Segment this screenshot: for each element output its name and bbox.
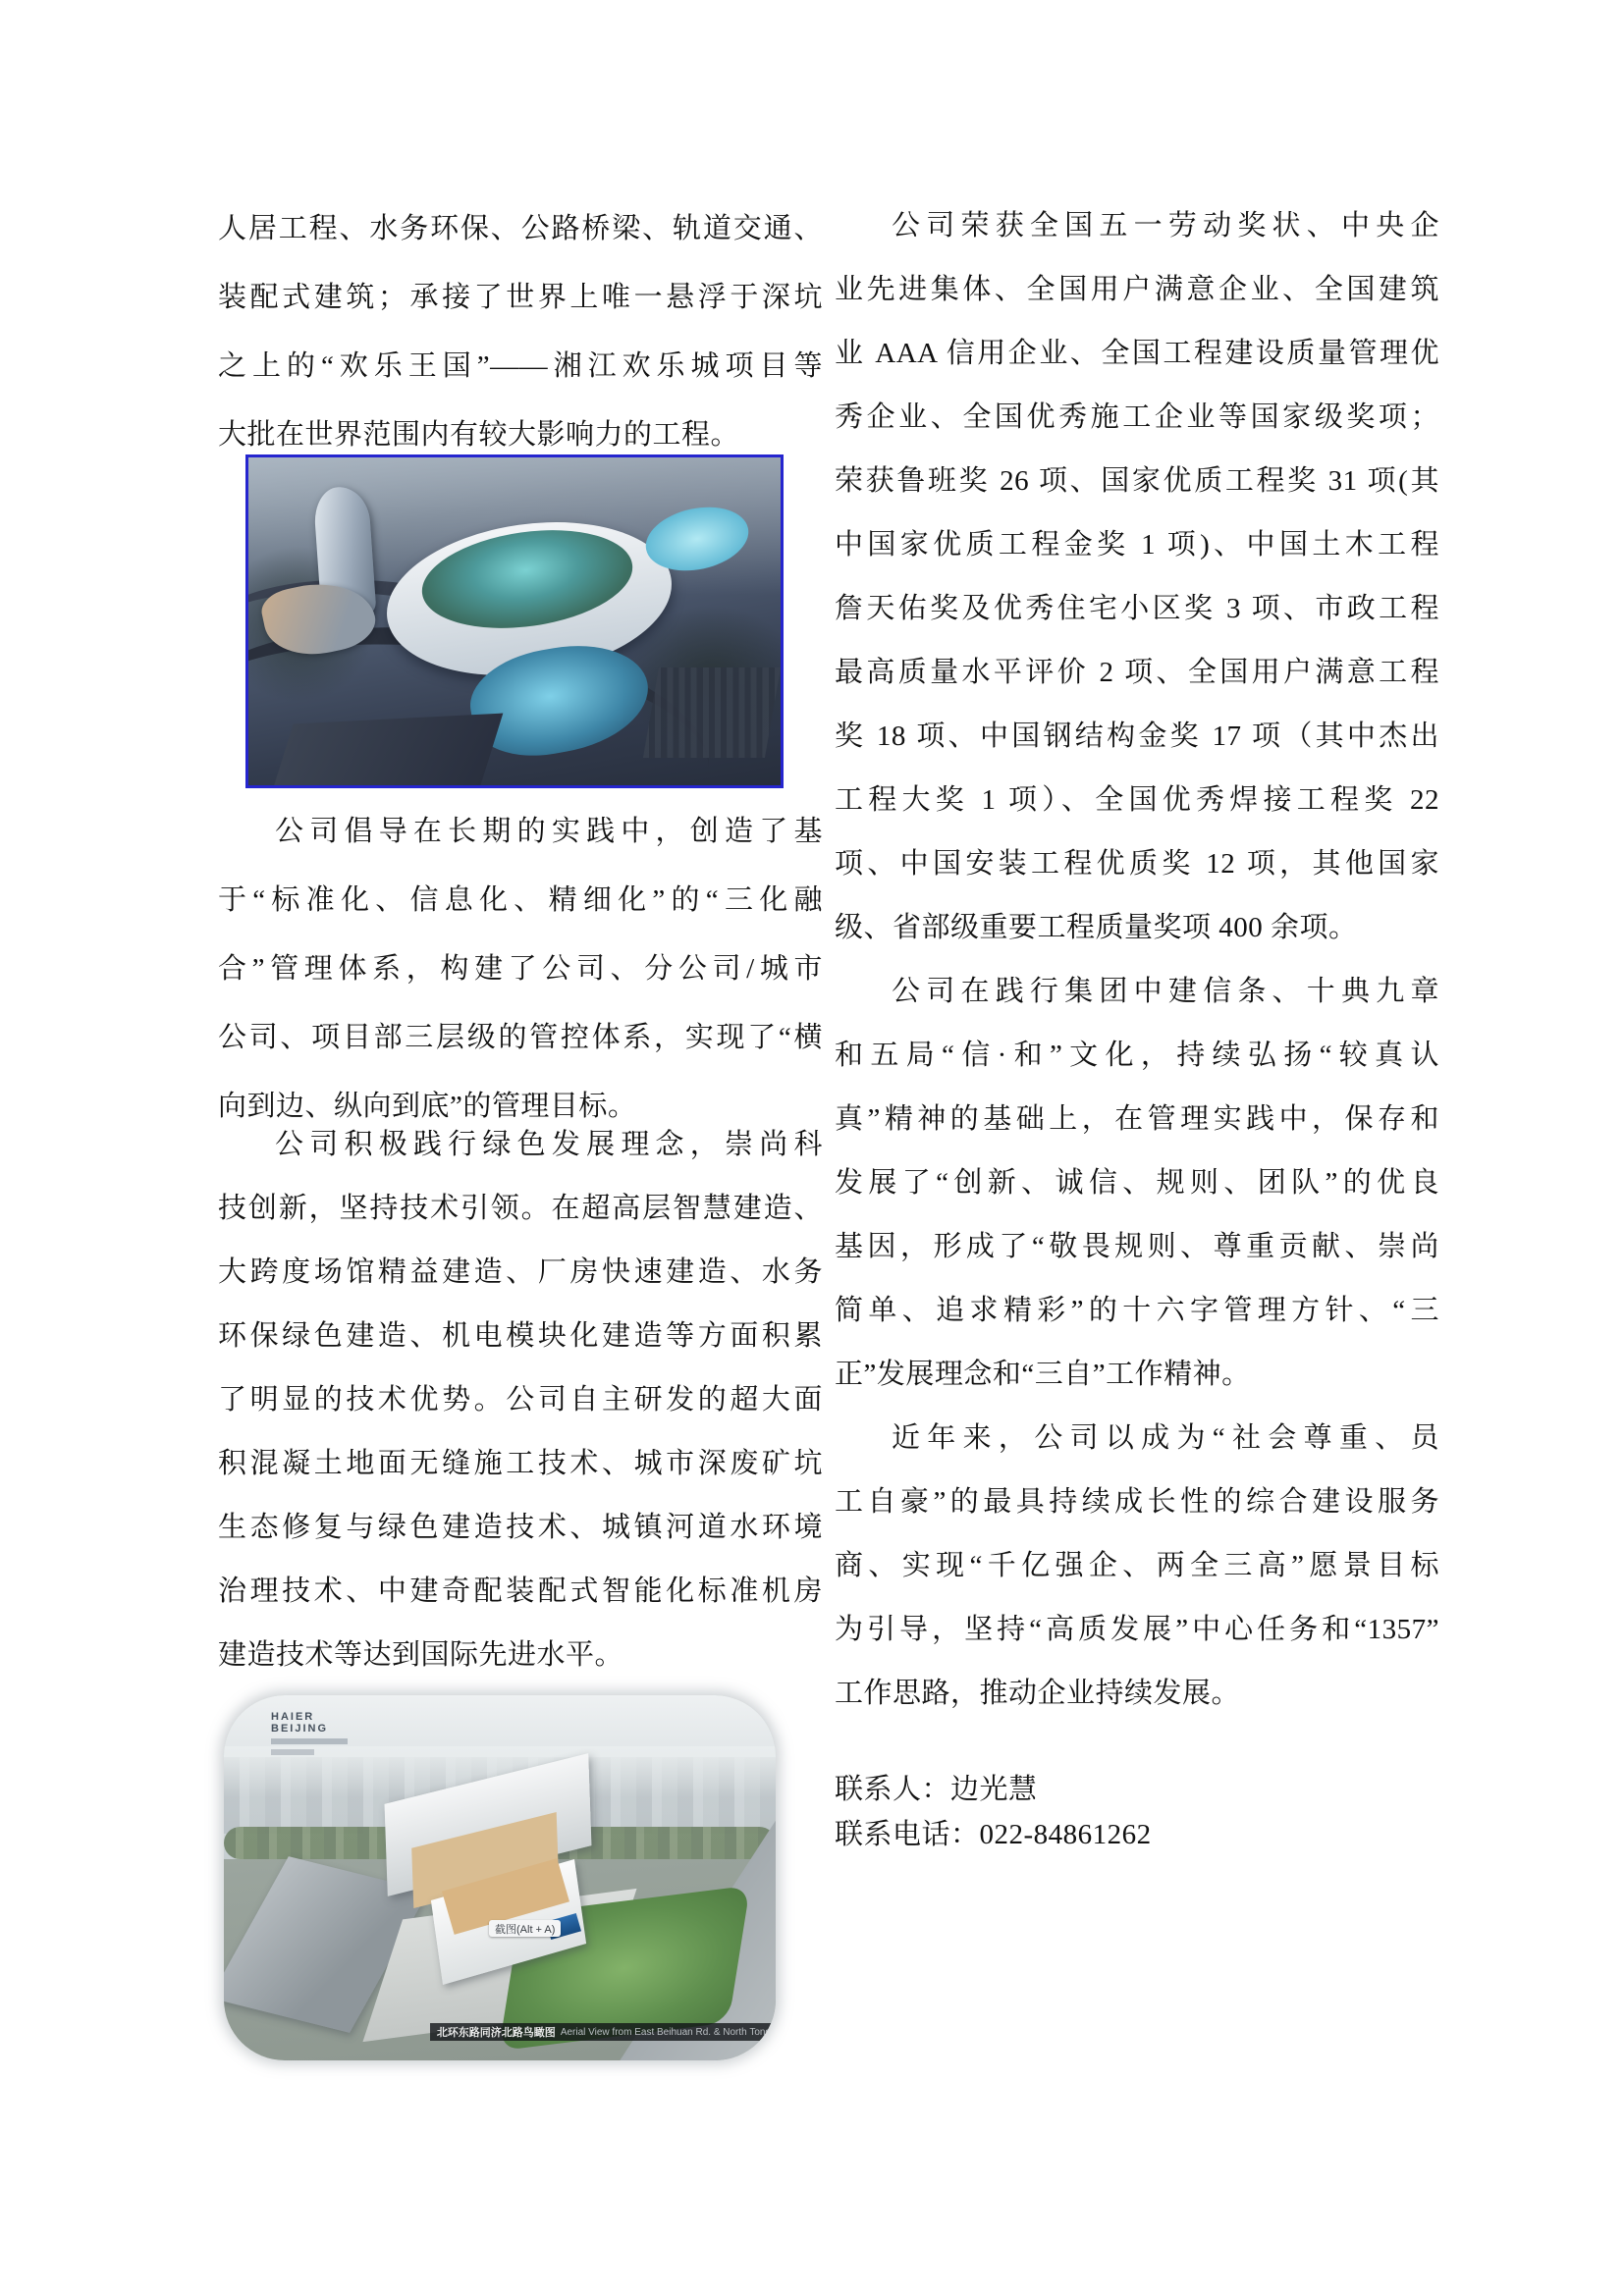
text-line: 合”管理体系，构建了公司、分公司/城市 <box>218 953 823 985</box>
text-line: 之上的“欢乐王国”——湘江欢乐城项目等 <box>218 350 823 382</box>
text-line: 项、中国安装工程优质奖 12 项，其他国家 <box>835 848 1439 880</box>
text-line: 发展了“创新、诚信、规则、团队”的优良 <box>835 1167 1439 1199</box>
text-line: 公司、项目部三层级的管控体系，实现了“横 <box>218 1022 823 1053</box>
photo-water-park-aerial <box>245 454 784 788</box>
text-line: 公司倡导在长期的实践中，创造了基 <box>275 816 823 847</box>
logo-subtext-bar <box>271 1749 314 1755</box>
logo-subtext-bar <box>271 1738 348 1744</box>
text-line: 治理技术、中建奇配装配式智能化标准机房 <box>218 1575 823 1607</box>
text-line: 级、省部级重要工程质量奖项 400 余项。 <box>835 912 1358 943</box>
text-line: 为引导，坚持“高质发展”中心任务和“1357” <box>835 1614 1439 1645</box>
contact-person: 联系人：边光慧 <box>835 1774 1038 1805</box>
text-line: 秀企业、全国优秀施工企业等国家级奖项； <box>835 401 1439 433</box>
text-line: 公司荣获全国五一劳动奖状、中央企 <box>892 210 1439 241</box>
left-paragraph-2 <box>218 797 823 1141</box>
contact-block <box>835 1767 1439 1857</box>
text-line: 和五局“信·和”文化，持续弘扬“较真认 <box>835 1040 1439 1071</box>
photo1-parking-lot <box>643 667 781 758</box>
contact-phone: 联系电话：022-84861262 <box>835 1819 1152 1850</box>
text-line: 公司积极践行绿色发展理念，崇尚科 <box>275 1129 823 1160</box>
text-line: 技创新，坚持技术引领。在超高层智慧建造、 <box>218 1193 823 1224</box>
text-line: 于“标准化、信息化、精细化”的“三化融 <box>218 884 823 916</box>
text-line: 商、实现“千亿强企、两全三高”愿景目标 <box>835 1550 1439 1581</box>
text-line: 了明显的技术优势。公司自主研发的超大面 <box>218 1384 823 1415</box>
text-line: 积混凝土地面无缝施工技术、城市深废矿坑 <box>218 1448 823 1479</box>
photo-haier-beijing-aerial <box>224 1695 776 2060</box>
text-line: 奖 18 项、中国钢结构金奖 17 项（其中杰出 <box>835 721 1439 752</box>
photo1-dark-buildings <box>271 714 504 788</box>
screenshot-tool-button[interactable]: 截图(Alt + A) <box>489 1920 561 1937</box>
text-line: 生态修复与绿色建造技术、城镇河道水环境 <box>218 1512 823 1543</box>
text-line: 向到边、纵向到底”的管理目标。 <box>218 1091 637 1122</box>
left-paragraph-3 <box>218 1113 823 1687</box>
text-line: 大批在世界范围内有较大影响力的工程。 <box>218 419 740 451</box>
text-line: 简单、追求精彩”的十六字管理方针、“三 <box>835 1295 1439 1326</box>
text-line: 近年来，公司以成为“社会尊重、员 <box>892 1422 1439 1454</box>
text-line: 工自豪”的最具持续成长性的综合建设服务 <box>835 1486 1439 1518</box>
caption-chinese: 北环东路同济北路鸟瞰图 <box>436 2027 556 2039</box>
text-line: 公司在践行集团中建信条、十典九章 <box>892 976 1439 1007</box>
text-line: 大跨度场馆精益建造、厂房快速建造、水务 <box>218 1256 823 1288</box>
logo-line-1: HAIER <box>271 1711 315 1723</box>
text-line: 业先进集体、全国用户满意企业、全国建筑 <box>835 274 1439 305</box>
text-line: 基因，形成了“敬畏规则、尊重贡献、崇尚 <box>835 1231 1439 1262</box>
text-line: 工作思路，推动企业持续发展。 <box>835 1678 1241 1709</box>
text-line: 环保绿色建造、机电模块化建造等方面积累 <box>218 1320 823 1352</box>
text-line: 人居工程、水务环保、公路桥梁、轨道交通、 <box>218 213 823 244</box>
text-line: 荣获鲁班奖 26 项、国家优质工程奖 31 项(其 <box>835 465 1439 497</box>
photo2-caption-bar <box>430 2023 776 2041</box>
text-line: 工程大奖 1 项）、全国优秀焊接工程奖 22 <box>835 784 1439 816</box>
left-paragraph-1 <box>218 194 823 469</box>
haier-beijing-logo <box>271 1711 328 1735</box>
text-line: 建造技术等达到国际先进水平。 <box>218 1639 624 1671</box>
text-line: 真”精神的基础上，在管理实践中，保存和 <box>835 1103 1439 1135</box>
text-line: 装配式建筑；承接了世界上唯一悬浮于深坑 <box>218 282 823 313</box>
caption-english: Aerial View from East Beihuan Rd. & North Tong <box>560 2026 771 2038</box>
text-line: 最高质量水平评价 2 项、全国用户满意工程 <box>835 657 1439 688</box>
text-line: 正”发展理念和“三自”工作精神。 <box>835 1359 1251 1390</box>
text-line: 业 AAA 信用企业、全国工程建设质量管理优 <box>835 338 1439 369</box>
logo-line-2: BEIJING <box>271 1723 329 1735</box>
right-column-body <box>835 194 1439 1726</box>
text-line: 詹天佑奖及优秀住宅小区奖 3 项、市政工程 <box>835 593 1439 624</box>
text-line: 中国家优质工程金奖 1 项)、中国土木工程 <box>835 529 1439 561</box>
